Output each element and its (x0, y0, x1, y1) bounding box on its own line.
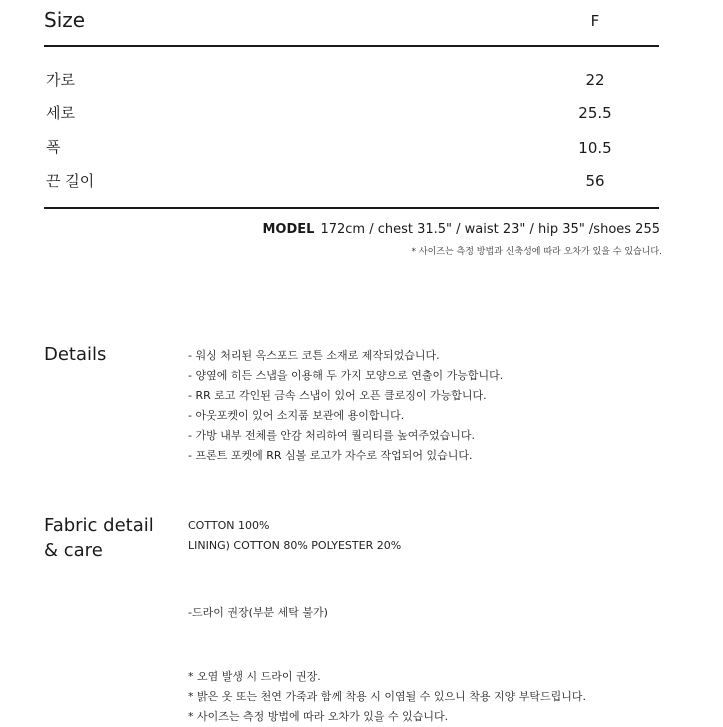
row-label-width: 가로 (46, 71, 75, 89)
row-value-strap: 56 (585, 172, 605, 190)
fabric-title-line1: Fabric detail (44, 515, 154, 536)
row-label-height: 세로 (46, 104, 75, 122)
size-note: * 사이즈는 측정 방법과 신축성에 따라 오차가 있을 수 있습니다. (411, 247, 662, 257)
fabric-title (44, 513, 154, 563)
row-value-height: 25.5 (578, 104, 612, 122)
row-label-strap: 끈 길이 (46, 172, 95, 190)
fabric-title-line2: & care (44, 540, 103, 561)
table-top-rule (44, 45, 659, 47)
list-item: - 프론트 포켓에 RR 심볼 로고가 자수로 작업되어 있습니다. (188, 449, 473, 462)
row-label-depth: 폭 (46, 138, 61, 156)
size-column-label: F (590, 12, 600, 30)
list-item: - 양옆에 히든 스냅을 이용해 두 가지 모양으로 연출이 가능합니다. (188, 369, 504, 382)
care-notes (188, 667, 586, 727)
list-item: LINING) COTTON 80% POLYESTER 20% (188, 539, 402, 552)
model-label: MODEL (262, 222, 315, 237)
table-bottom-rule (44, 207, 659, 209)
list-item: - 가방 내부 전체를 안감 처리하여 퀄리티를 높여주었습니다. (188, 429, 475, 442)
row-value-depth: 10.5 (578, 139, 612, 157)
fabric-composition (188, 516, 401, 556)
care-instruction: -드라이 권장(부분 세탁 불가) (188, 606, 328, 619)
list-item: * 사이즈는 측정 방법에 따라 오차가 있을 수 있습니다. (188, 710, 449, 723)
list-item: - RR 로고 각인된 금속 스냅이 있어 오픈 클로징이 가능합니다. (188, 389, 487, 402)
row-value-width: 22 (585, 71, 605, 89)
model-measurements: 172cm / chest 31.5" / waist 23" / hip 35" /shoes 255 (320, 222, 660, 237)
model-info (262, 222, 660, 237)
list-item: - 아웃포켓이 있어 소지품 보관에 용이합니다. (188, 409, 405, 422)
details-list (188, 346, 503, 466)
list-item: - 워싱 처리된 옥스포드 코튼 소재로 제작되었습니다. (188, 349, 440, 362)
list-item: COTTON 100% (188, 519, 270, 532)
list-item: * 오염 발생 시 드라이 권장. (188, 670, 321, 683)
size-header-label: Size (44, 8, 86, 32)
details-title: Details (44, 344, 107, 365)
list-item: * 밝은 옷 또는 천연 가죽과 함께 착용 시 이염될 수 있으니 착용 지양 부탁드립니다. (188, 690, 586, 703)
